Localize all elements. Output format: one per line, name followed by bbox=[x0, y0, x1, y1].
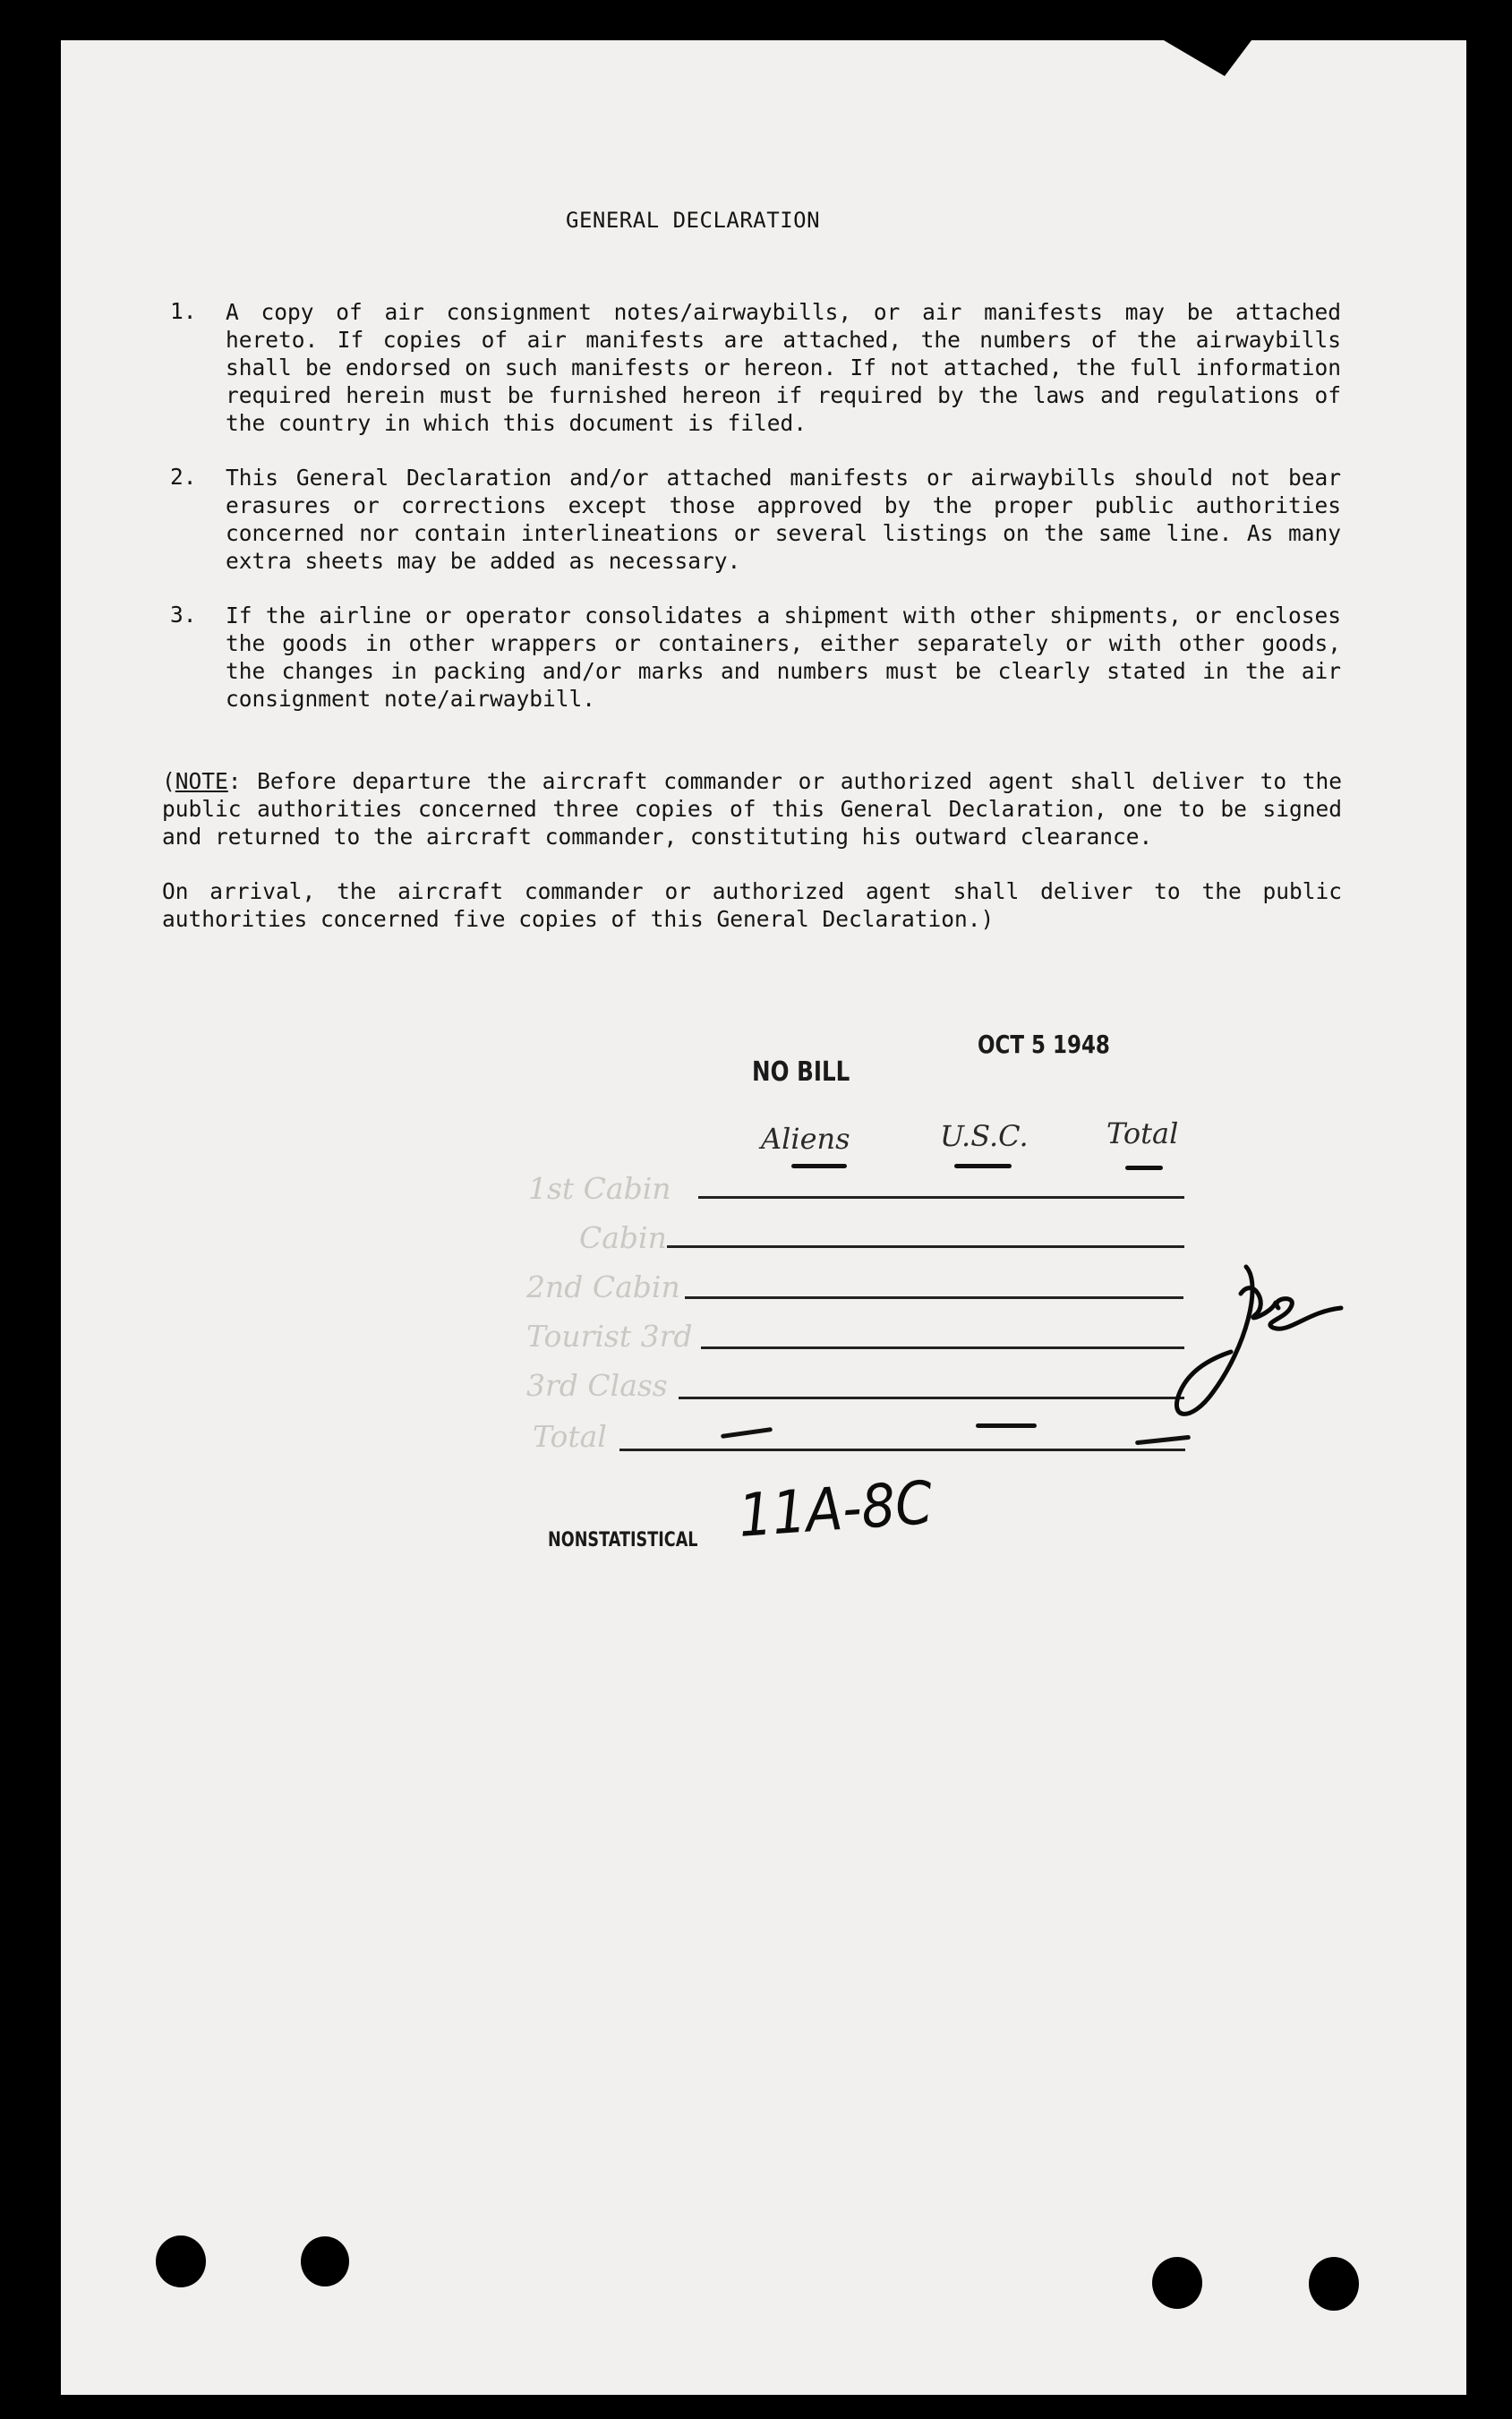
header-underline bbox=[1125, 1166, 1163, 1170]
item-text: This General Declaration and/or attached manifests or airwaybills should not bear erasures or corrections except those approved by the proper public authorities concerned nor contain interlineations or several listings on the same line. As many extra sheets may be added as necessary. bbox=[226, 465, 1341, 574]
note-open: ( bbox=[162, 768, 175, 794]
punch-hole bbox=[156, 2235, 206, 2287]
note-text: : Before departure the aircraft commander or authorized agent shall deliver to the public authorities concerned three copies of this General Declaration, one to be signed and returned to the aircraft commander, constituting his outward clearance. bbox=[162, 768, 1342, 850]
note-label: NOTE bbox=[175, 768, 228, 794]
row-rule bbox=[619, 1449, 1185, 1451]
handwritten-code: 11A-8C bbox=[736, 1467, 935, 1551]
nonstatistical-stamp: NONSTATISTICAL bbox=[548, 1529, 698, 1551]
header-usc: U.S.C. bbox=[940, 1119, 1029, 1153]
row-rule bbox=[701, 1346, 1184, 1349]
punch-hole bbox=[1152, 2257, 1202, 2309]
punch-hole bbox=[1309, 2257, 1359, 2311]
date-stamp: OCT 5 1948 bbox=[978, 1030, 1110, 1059]
row-rule bbox=[679, 1397, 1184, 1399]
initials-signature bbox=[1164, 1249, 1352, 1437]
item-number: 3. bbox=[170, 602, 197, 628]
row-label: Tourist 3rd bbox=[526, 1319, 693, 1354]
row-rule bbox=[685, 1296, 1183, 1299]
no-bill-stamp: NO BILL bbox=[752, 1056, 850, 1088]
punch-hole bbox=[301, 2236, 349, 2287]
row-label: 3rd Class bbox=[526, 1368, 668, 1403]
row-label: Cabin bbox=[579, 1220, 667, 1255]
note-paragraph bbox=[162, 767, 1342, 850]
document-title: GENERAL DECLARATION bbox=[566, 208, 821, 233]
total-dash-usc bbox=[976, 1423, 1037, 1428]
header-underline bbox=[791, 1164, 847, 1168]
row-rule bbox=[667, 1245, 1184, 1248]
item-text: A copy of air consignment notes/airwaybills, or air manifests may be attached hereto. If copies of air manifests are attached, the numbers of the airwaybills shall be endorsed on such manifests or hereon. If not attached, the full information required herein must be furnished hereon if required by the laws and regulations of the country in which this document is filed. bbox=[226, 299, 1341, 436]
item-number: 1. bbox=[170, 298, 197, 324]
row-label: 2nd Cabin bbox=[526, 1269, 680, 1304]
header-underline bbox=[954, 1164, 1012, 1168]
item-text: If the airline or operator consolidates a shipment with other shipments, or encloses the goods in other wrappers or containers, either separately or with other goods, the changes in packing and/or marks and numbers must be clearly stated in the air consignment note/airwaybill. bbox=[226, 603, 1341, 712]
row-rule bbox=[698, 1196, 1184, 1199]
item-number: 2. bbox=[170, 464, 197, 490]
header-aliens: Aliens bbox=[761, 1122, 850, 1156]
arrival-paragraph: On arrival, the aircraft commander or authorized agent shall deliver to the public authorities concerned five copies of this General Declaration.) bbox=[162, 878, 1342, 932]
header-total: Total bbox=[1106, 1116, 1179, 1150]
row-label: 1st Cabin bbox=[528, 1171, 671, 1206]
row-label: Total bbox=[533, 1419, 607, 1454]
